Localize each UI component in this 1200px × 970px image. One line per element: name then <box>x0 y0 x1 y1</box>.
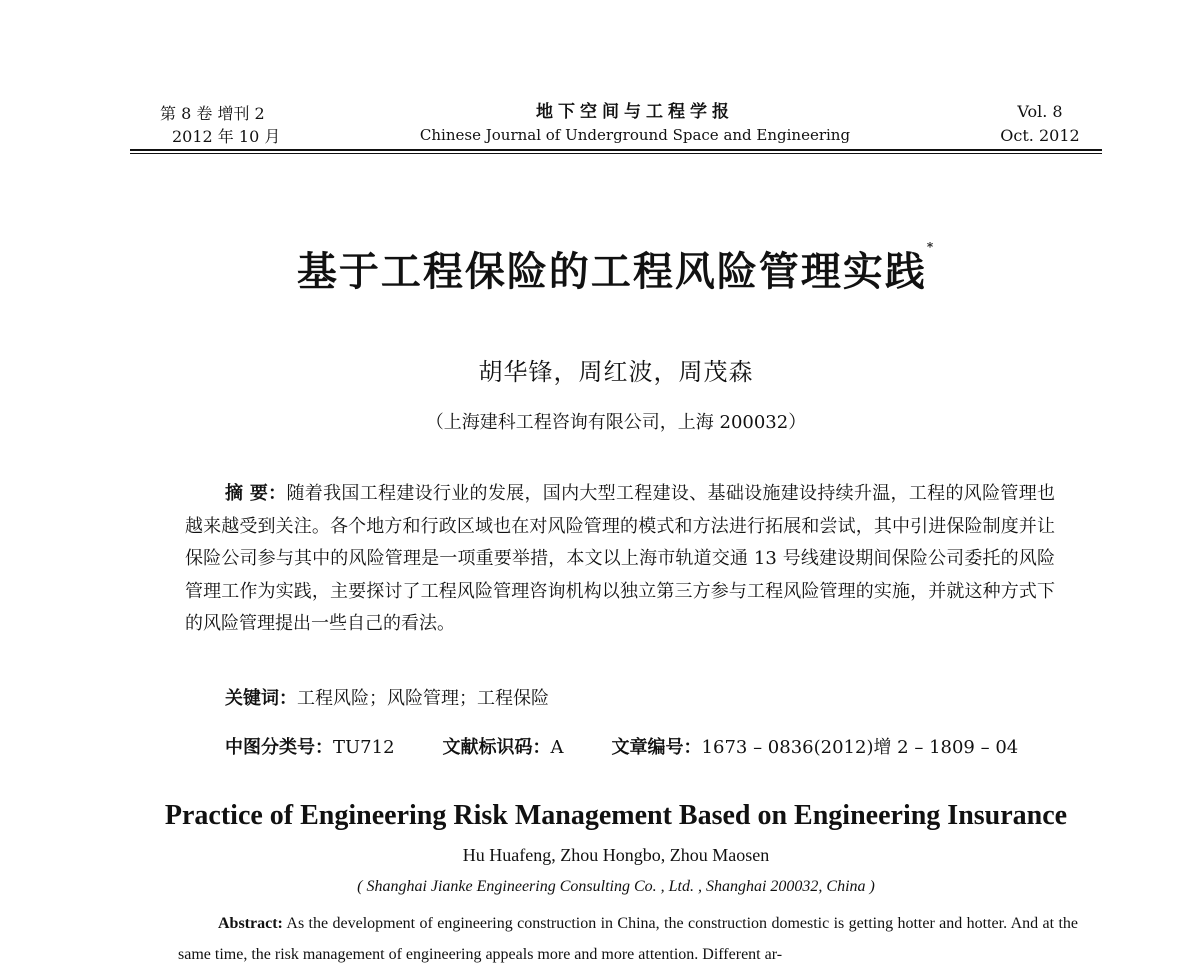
article-no-label: 文章编号： <box>611 737 702 758</box>
doc-code-label: 文献标识码： <box>442 737 551 758</box>
abstract-cn <box>185 478 1055 641</box>
title-cn-text: 基于工程保险的工程风险管理实践 <box>296 248 927 295</box>
header-issue-date: 2012 年 10 月 <box>172 127 281 146</box>
title-footnote-mark: * <box>926 240 936 254</box>
doc-code-value: A <box>550 737 564 758</box>
header-rule-thin <box>130 153 1102 154</box>
article-no-value: 1673 – 0836(2012)增 2 – 1809 – 04 <box>701 737 1019 758</box>
header-vol: Vol. 8 <box>1017 102 1063 121</box>
article-title-en: Practice of Engineering Risk Management Based on Engineering Insurance <box>164 800 1068 831</box>
abstract-en-label: Abstract: <box>218 915 283 932</box>
keywords-label: 关键词： <box>225 688 297 709</box>
journal-name-cn: 地下空间与工程学报 <box>536 102 734 122</box>
authors-en: Hu Huafeng, Zhou Hongbo, Zhou Maosen <box>462 845 770 865</box>
keywords-text: 工程风险；风险管理；工程保险 <box>297 688 549 709</box>
clc-value: TU712 <box>333 737 395 758</box>
abstract-cn-label: 摘 要： <box>225 483 287 504</box>
header-issue-info <box>160 102 280 148</box>
header-rule-thick <box>130 149 1102 151</box>
header-journal <box>400 100 870 146</box>
header-volume-issue: 第 8 卷 增刊 2 <box>160 104 265 123</box>
abstract-cn-text: 随着我国工程建设行业的发展，国内大型工程建设、基础设施建设持续升温，工程的风险管理也越来越受到关注。各个地方和行政区域也在对风险管理的模式和方法进行拓展和尝试，其中引进保险制度并让保险公司参与其中的风险管理是一项重要举措，本文以上海市轨道交通 13 号线建设期间保险公司委托的风险管理工作为实践，主要探讨了工程风险管理咨询机构以独立第三方参与工程风险管理的实施，并就这种方式下的风险管理提出一些自己的看法。 <box>185 483 1055 635</box>
affiliation-en: ( Shanghai Jianke Engineering Consulting Co. , Ltd. , Shanghai 200032, China ) <box>357 878 875 895</box>
article-title-cn <box>0 240 1200 297</box>
journal-name-en: Chinese Journal of Underground Space and Engineering <box>419 126 851 144</box>
keywords-cn <box>225 684 549 710</box>
clc-label: 中图分类号： <box>225 737 333 758</box>
header-volume-info <box>1000 100 1080 148</box>
abstract-en <box>178 908 1078 970</box>
abstract-en-text: As the development of engineering construction in China, the construction domestic is getting hotter and hotter. And at the same time, the risk management of engineering appeals more and more attention. Different ar- <box>178 915 1079 963</box>
classification-line <box>225 733 1018 759</box>
affiliation-cn: （上海建科工程咨询有限公司，上海 200032） <box>425 412 807 433</box>
authors-cn: 胡华锋，周红波，周茂森 <box>478 358 754 386</box>
header-date-en: Oct. 2012 <box>1000 126 1080 145</box>
